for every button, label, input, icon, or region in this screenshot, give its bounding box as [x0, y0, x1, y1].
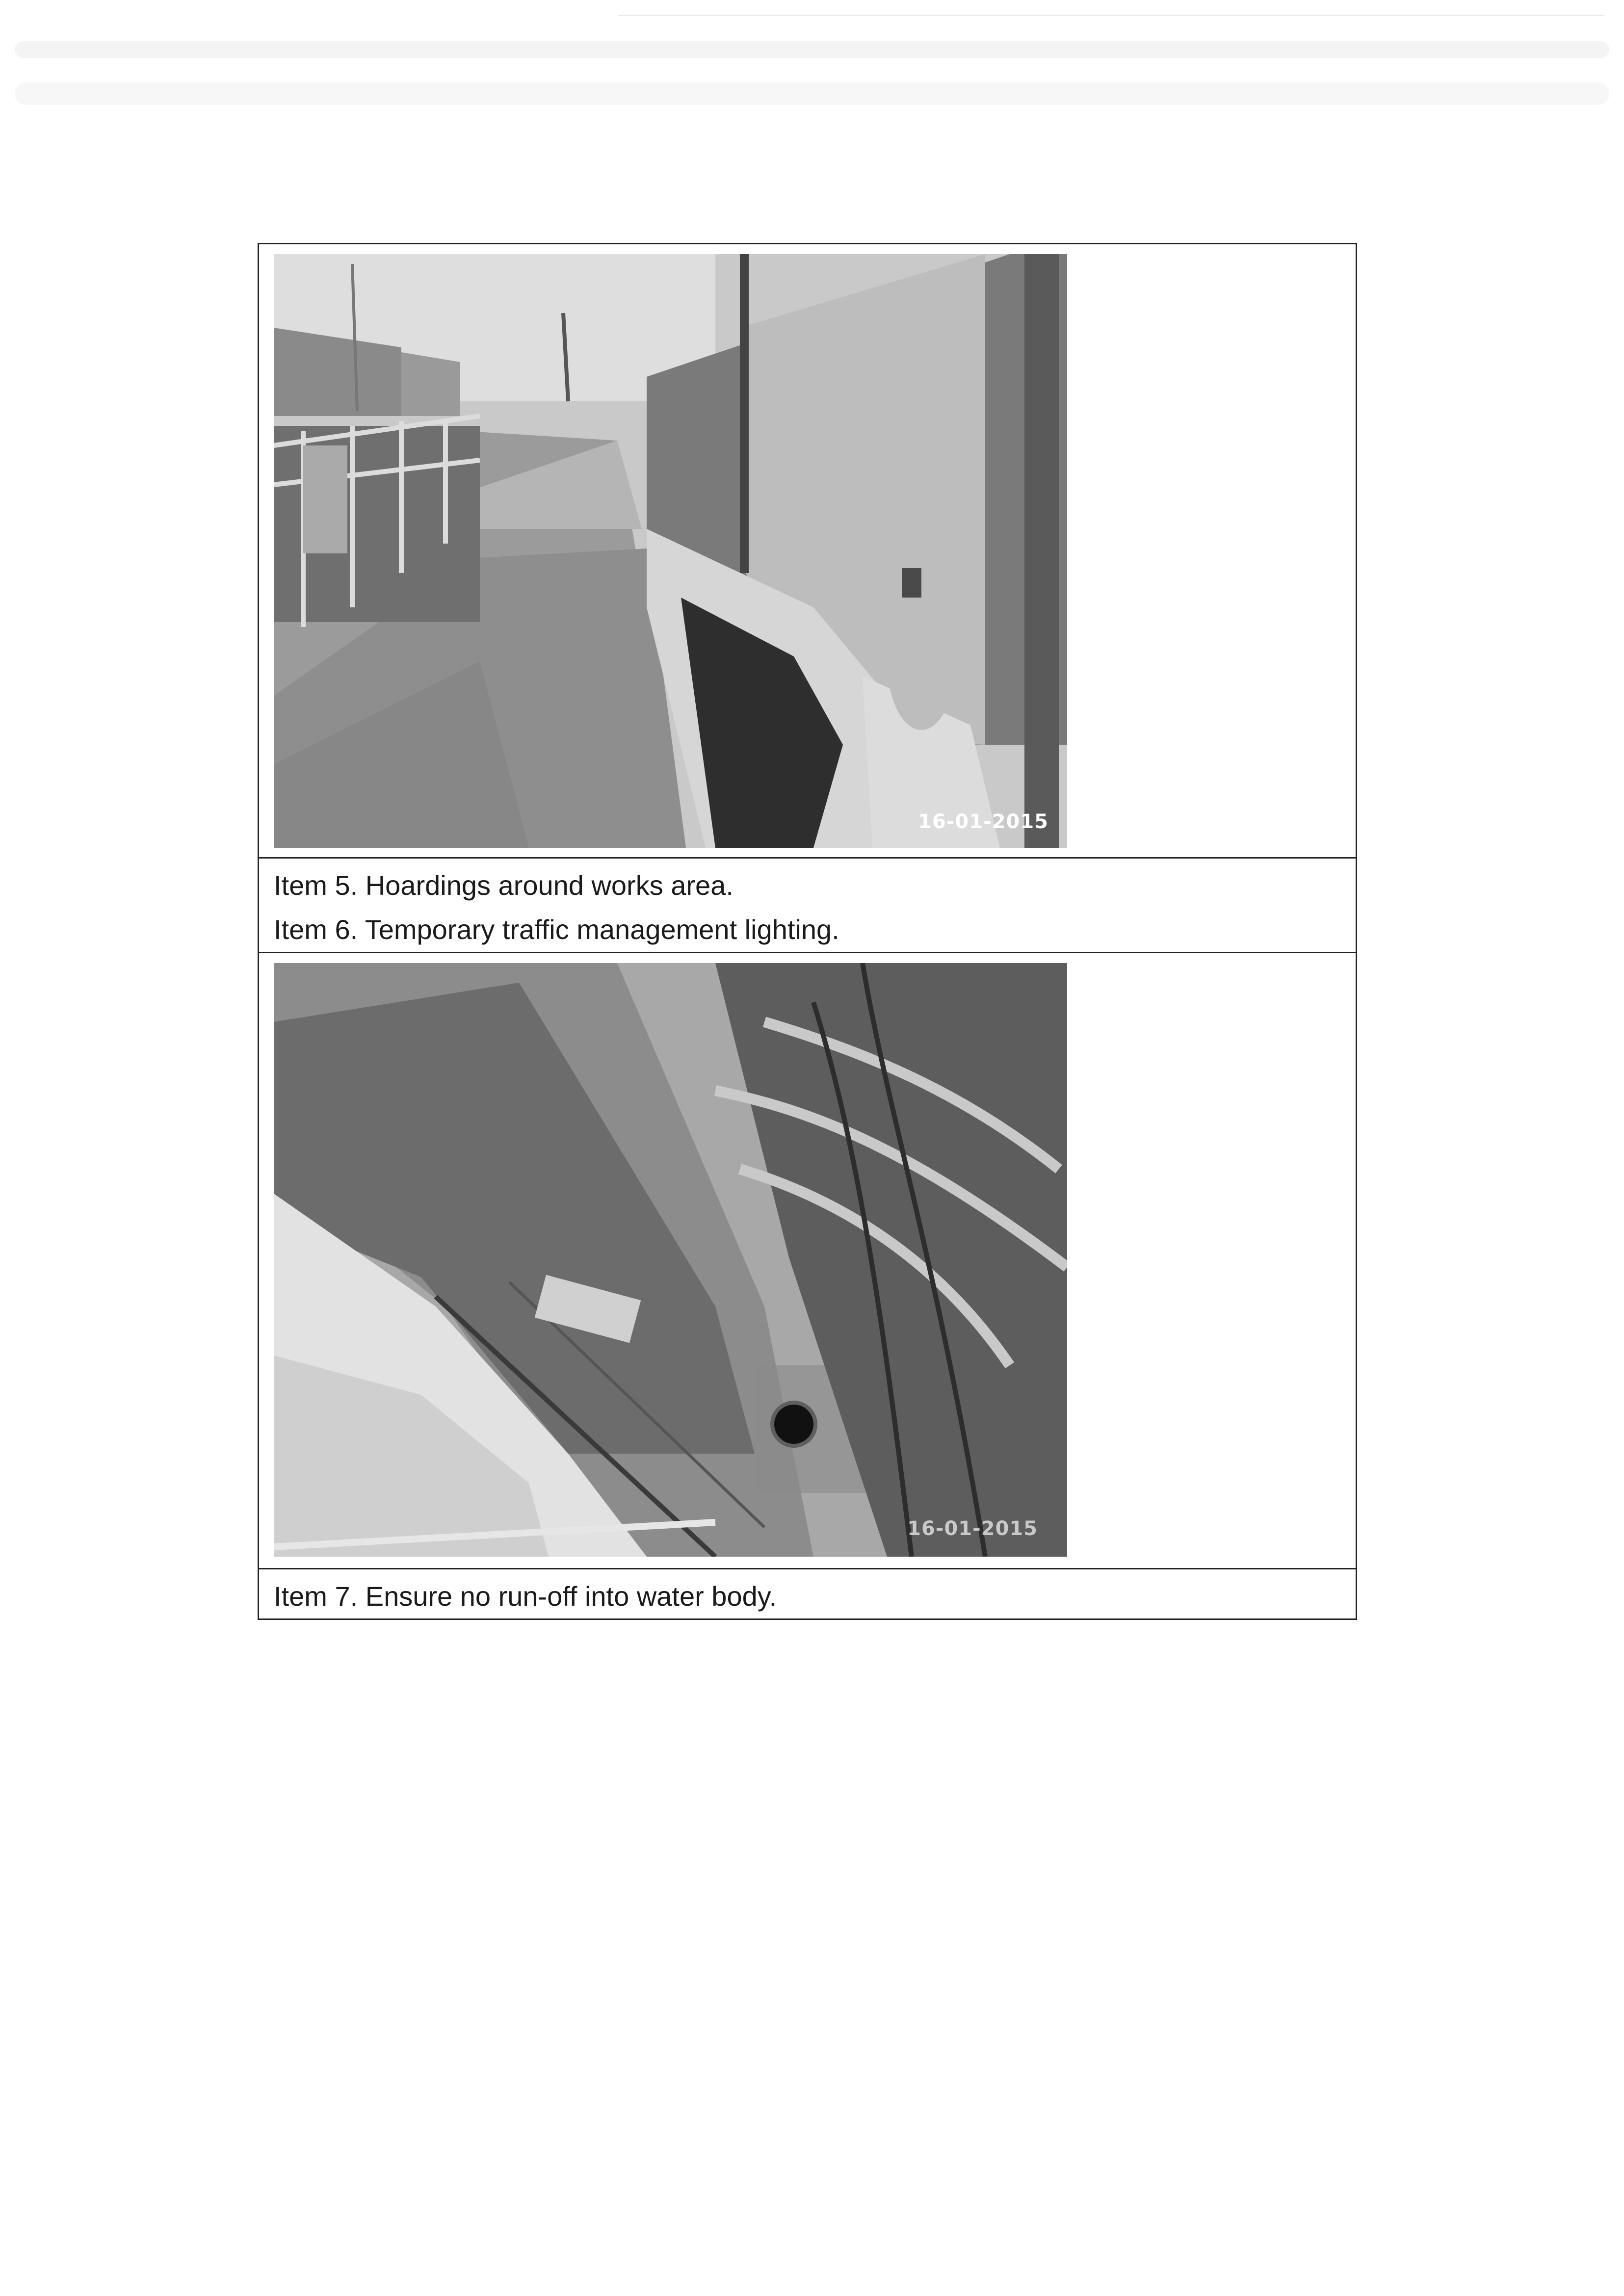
- photo-row: [259, 953, 1357, 1569]
- photo-record-table: [258, 243, 1357, 1620]
- scan-artifact: [15, 82, 1609, 105]
- photo-timestamp: 16-01-2015: [918, 810, 1048, 833]
- photo-timestamp: 16-01-2015: [907, 1517, 1038, 1540]
- scan-line: [618, 15, 1604, 16]
- caption-row: [259, 858, 1357, 953]
- caption-item-6: Item 6. Temporary traffic management lighting.: [274, 914, 839, 945]
- scan-artifact: [15, 41, 1609, 58]
- drainage-channel-photo-drawing: [274, 963, 1067, 1557]
- hoardings-photo: [274, 254, 1067, 848]
- photo-cell: [259, 953, 1357, 1569]
- caption-cell: [259, 1569, 1357, 1619]
- caption-item-5: Item 5. Hoardings around works area.: [274, 870, 733, 901]
- caption-row: [259, 1569, 1357, 1619]
- photo-cell: [259, 244, 1357, 858]
- caption-item-7: Item 7. Ensure no run-off into water body.: [274, 1581, 777, 1612]
- hoardings-photo-drawing: [274, 254, 1067, 848]
- caption-cell: [259, 858, 1357, 953]
- photo-row: [259, 244, 1357, 858]
- drainage-channel-photo: [274, 963, 1067, 1557]
